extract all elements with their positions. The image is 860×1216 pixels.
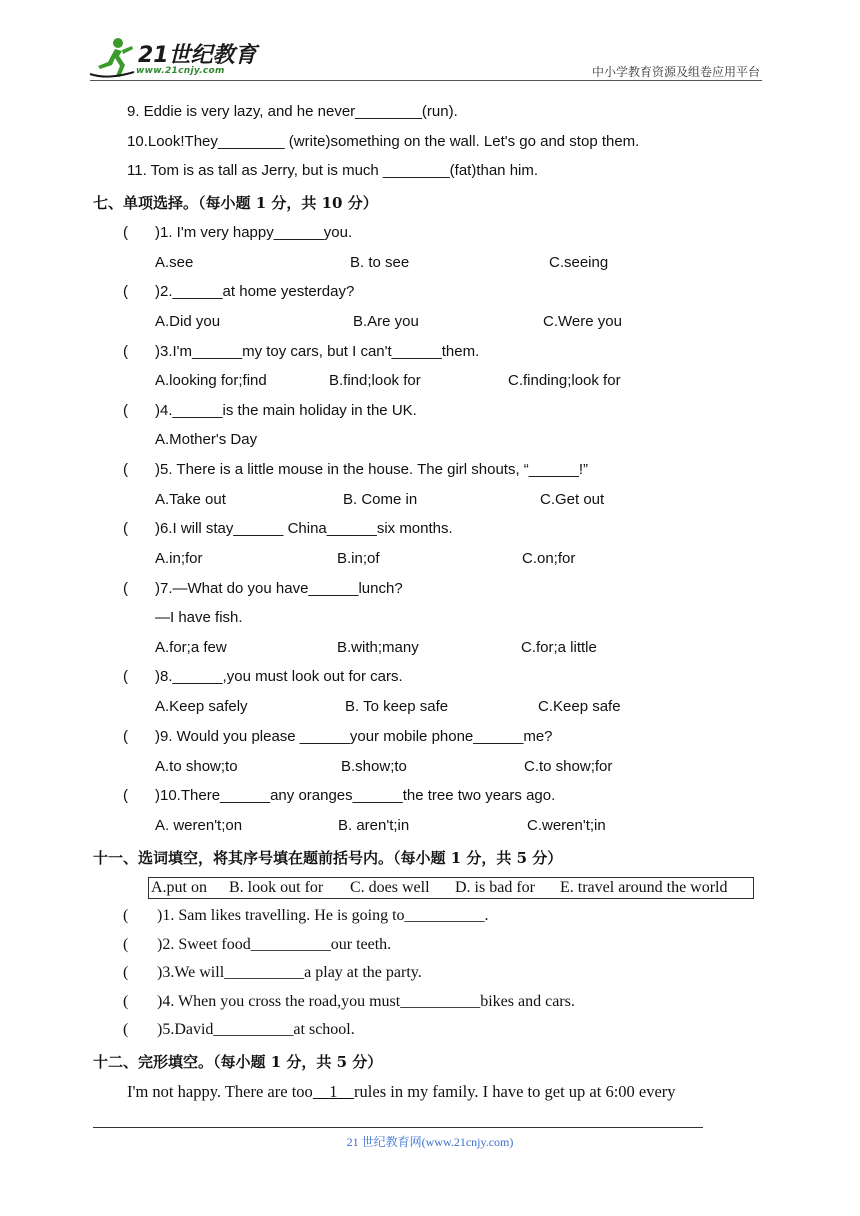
header-divider — [90, 80, 762, 81]
section-title: 十二、完形填空。（每小题 1 分，共 5 分） — [93, 1053, 383, 1071]
option-c: C.on;for — [522, 550, 576, 567]
option-a: A.see — [155, 254, 194, 271]
option-b: B.Are you — [353, 313, 419, 330]
platform-label: 中小学教育资源及组卷应用平台 — [591, 65, 760, 79]
section-title: 七、单项选择。（每小题 1 分，共 10 分） — [93, 194, 378, 212]
answer-bracket: ( — [123, 936, 129, 953]
option-c: C.weren't;in — [527, 817, 606, 834]
passage-line — [127, 1082, 676, 1102]
answer-bracket: ( — [123, 461, 128, 478]
option-a: A. weren't;on — [155, 817, 243, 834]
option-c: C.Were you — [543, 313, 622, 330]
option-c: C.finding;look for — [508, 372, 621, 389]
question-text: )4. When you cross the road,you must__________bikes and cars. — [157, 993, 575, 1010]
question-text: 10.Look!They________ (write)something on the wall. Let's go and stop them. — [127, 133, 640, 150]
question-text: )8.______,you must look out for cars. — [155, 668, 403, 685]
option-a: A.Keep safely — [155, 698, 248, 715]
passage-text: rules in my family. I have to get up at 6:00 every — [354, 1082, 676, 1101]
option-a: A.Did you — [155, 313, 221, 330]
answer-bracket: ( — [123, 993, 129, 1010]
answer-bracket: ( — [123, 728, 128, 745]
answer-bracket: ( — [123, 907, 129, 924]
question-text: )9. Would you please ______your mobile phone______me? — [155, 728, 553, 745]
question-text: )3.We will__________a play at the party. — [157, 964, 422, 981]
option-a: A.in;for — [155, 550, 203, 567]
option-c: C.Keep safe — [538, 698, 621, 715]
question-text: )2.______at home yesterday? — [155, 283, 355, 300]
question-text: )7.—What do you have______lunch? — [155, 580, 403, 597]
option-c: C.to show;for — [524, 758, 613, 775]
word-bank — [148, 877, 754, 899]
option-b: B.find;look for — [329, 372, 421, 389]
option-b: B. To keep safe — [345, 698, 449, 715]
footer-divider — [93, 1127, 703, 1128]
footer-text: 21 世纪教育网(www.21cnjy.com) — [346, 1135, 514, 1149]
logo-text: 21世纪教育 — [138, 43, 257, 68]
answer-bracket: ( — [123, 520, 128, 537]
question-text: 11. Tom is as tall as Jerry, but is much ________(fat)than him. — [127, 162, 539, 179]
question-text: )5.David__________at school. — [157, 1021, 355, 1038]
word-option: A.put on — [151, 879, 207, 896]
answer-bracket: ( — [123, 787, 128, 804]
question-text: )1. Sam likes travelling. He is going to__________. — [157, 907, 489, 924]
option-a: A.Take out — [155, 491, 226, 508]
option-b: B.show;to — [341, 758, 407, 775]
option-a: A.for;a few — [155, 639, 227, 656]
word-option: C. does well — [350, 879, 430, 896]
blank-number: 1 — [329, 1082, 338, 1101]
question-text: —I have fish. — [155, 609, 243, 626]
question-text: )2. Sweet food__________our teeth. — [157, 936, 392, 953]
option-b: B.in;of — [337, 550, 380, 567]
answer-bracket: ( — [123, 964, 129, 981]
question-text: )1. I'm very happy______you. — [155, 224, 353, 241]
question-text: )10.There______any oranges______the tree two years ago. — [155, 787, 556, 804]
option-c: C.seeing — [549, 254, 609, 271]
answer-bracket: ( — [123, 668, 128, 685]
word-option: E. travel around the world — [560, 879, 728, 896]
answer-bracket: ( — [123, 580, 128, 597]
question-text: )5. There is a little mouse in the house. The girl shouts, “______!” — [155, 461, 589, 478]
option-c: C.Get out — [540, 491, 605, 508]
option-c: C.for;a little — [521, 639, 597, 656]
answer-bracket: ( — [123, 283, 128, 300]
answer-bracket: ( — [123, 224, 128, 241]
site-logo — [88, 34, 258, 82]
question-text: )3.I'm______my toy cars, but I can't______them. — [155, 343, 480, 360]
option-b: B. to see — [350, 254, 410, 271]
runner-logo-icon — [88, 36, 136, 80]
section-title: 十一、选词填空，将其序号填在题前括号内。（每小题 1 分，共 5 分） — [93, 849, 563, 867]
logo-url: www.21cnjy.com — [136, 66, 225, 76]
option-a: A.Mother's Day — [155, 431, 258, 448]
option-b: B.with;many — [337, 639, 419, 656]
question-text: )4.______is the main holiday in the UK. — [155, 402, 417, 419]
option-b: B. Come in — [343, 491, 418, 508]
option-b: B. aren't;in — [338, 817, 410, 834]
answer-bracket: ( — [123, 343, 128, 360]
question-text: 9. Eddie is very lazy, and he never________(run). — [127, 103, 458, 120]
question-text: )6.I will stay______ China______six months. — [155, 520, 453, 537]
passage-text: I'm not happy. There are too — [127, 1082, 313, 1101]
word-option: B. look out for — [229, 879, 324, 896]
option-a: A.looking for;find — [155, 372, 267, 389]
option-a: A.to show;to — [155, 758, 238, 775]
answer-bracket: ( — [123, 402, 128, 419]
answer-bracket: ( — [123, 1021, 129, 1038]
word-option: D. is bad for — [455, 879, 535, 896]
cloze-blank — [313, 1082, 354, 1101]
